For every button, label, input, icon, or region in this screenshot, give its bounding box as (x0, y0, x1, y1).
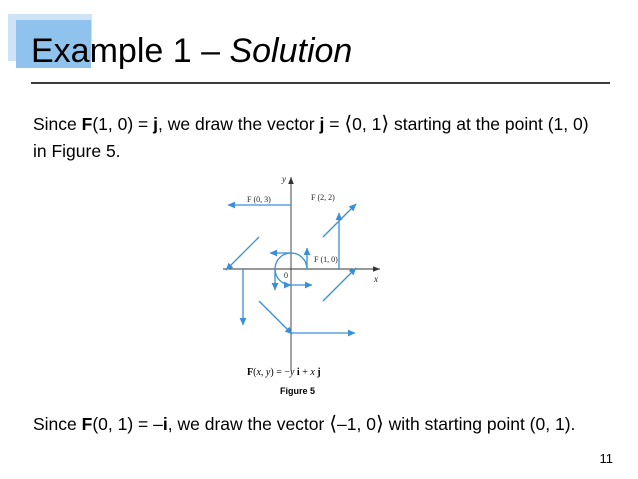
p1-left-angle: ⟨ (344, 113, 353, 135)
origin-label: 0 (284, 271, 288, 280)
formula-plus: + (299, 367, 311, 378)
p2-text-3: , we draw the vector (167, 414, 330, 434)
p2-text-1: Since (33, 414, 82, 434)
formula-f: F (247, 367, 254, 378)
p1-text-5: starting at the point (1, 0) in Figure 5. (33, 114, 589, 161)
p2-right-angle: ⟩ (375, 413, 384, 435)
p2-left-angle: ⟨ (329, 413, 338, 435)
vector-f-neg2-neg2 (259, 301, 292, 334)
p2-bold-f: F (81, 414, 93, 434)
p1-right-angle: ⟩ (381, 113, 390, 135)
formula-x: x (256, 367, 261, 378)
label-f-0-3: F (0, 3) (247, 195, 271, 204)
formula-y: y (265, 367, 271, 378)
p2-text-4: with starting point (0, 1). (383, 414, 576, 434)
p1-text-4: = (324, 114, 345, 134)
title-italic: Solution (229, 32, 353, 70)
y-axis-label: y (282, 174, 286, 184)
label-f-1-0: F (1, 0) (314, 255, 338, 264)
vector-f-neg2-2 (226, 237, 259, 270)
vector-field-figure (218, 172, 388, 372)
p1-vector: 0, 1 (352, 114, 382, 134)
formula-lp: ( (253, 367, 257, 378)
page-number: 11 (599, 451, 613, 466)
x-axis-label: x (374, 274, 378, 284)
p2-vector: –1, 0 (337, 414, 376, 434)
label-f-2-2: F (2, 2) (311, 193, 335, 202)
paragraph-1 (33, 111, 593, 165)
paragraph-2 (33, 411, 593, 438)
p1-text-1: Since (33, 114, 82, 134)
title-underline (31, 82, 610, 84)
formula-j: j (317, 367, 321, 378)
p2-text-2: (0, 1) = – (92, 414, 163, 434)
p2-bold-i: i (162, 414, 168, 434)
formula-y2: y (289, 367, 295, 378)
p1-bold-j1: j (153, 114, 159, 134)
p1-bold-j2: j (319, 114, 325, 134)
formula-comma: , (260, 367, 266, 378)
slide-title (31, 34, 352, 68)
formula-i: i (296, 367, 300, 378)
figure-formula (247, 367, 321, 378)
p1-text-2: (1, 0) = (92, 114, 154, 134)
p1-text-3: , we draw the vector (158, 114, 320, 134)
formula-mid: ) = − (270, 367, 290, 378)
vector-f-2-neg2 (323, 268, 356, 301)
vector-field-plot (218, 172, 388, 372)
formula-x2: x (310, 367, 315, 378)
p1-bold-f: F (81, 114, 93, 134)
title-prefix: Example 1 – (31, 32, 230, 70)
figure-caption: Figure 5 (280, 386, 316, 396)
